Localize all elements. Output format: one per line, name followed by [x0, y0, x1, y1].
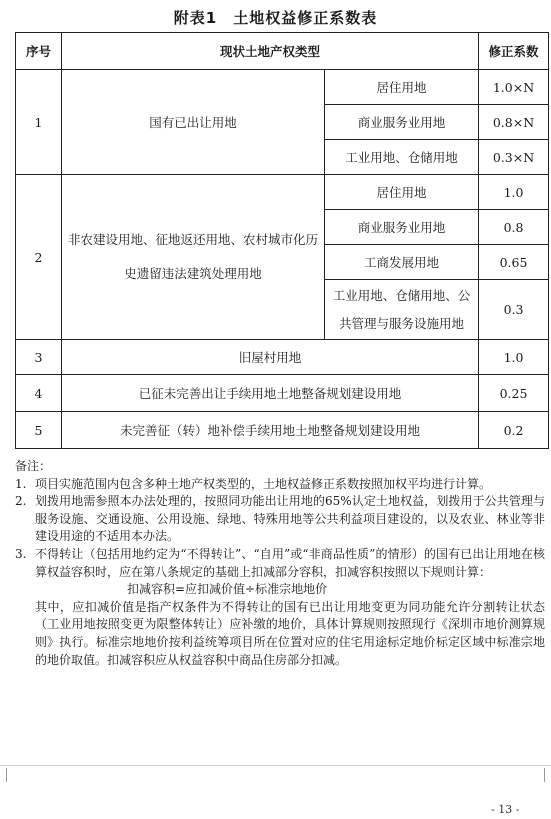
- header-no: 序号: [16, 33, 62, 70]
- row-coef: 0.65: [479, 245, 549, 280]
- note-item: [15, 493, 545, 546]
- row-coef: 0.8: [479, 210, 549, 245]
- table-row: [16, 375, 549, 412]
- row-use: 工业用地、仓储用地: [325, 140, 479, 175]
- page-number: - 13 -: [491, 803, 520, 816]
- row-desc: 未完善征（转）地补偿手续用地土地整备规划建设用地: [62, 412, 479, 449]
- crop-mark-left: [6, 768, 7, 782]
- note-explanation: 其中，应扣减价值是指产权条件为不得转让的国有已出让用地变更为同功能允许分割转让状态（工业用地按照变更为限整体转让）应补缴的地价，具体计算规则按照现行《深圳市地价测算规则》执行。标准宗地地价按利益统筹项目所在位置对应的住宅用途标定地价标定区域中标准宗地的地价取值。扣减容积应从权益容积中商品住房部分扣减。: [35, 599, 545, 667]
- note-text: 不得转让（包括用地约定为“不得转让”、“自用”或“非商品性质”的情形）的国有已出让用地在核算权益容积时，应在第八条规定的基础上扣减部分容积，扣减容积按照以下规则计算：: [35, 546, 545, 579]
- note-text: 划拨用地需参照本办法处理的，按照同功能出让用地的65%认定土地权益，划拨用于公共管理与服务设施、交通设施、公用设施、绿地、特殊用地等公共利益项目建设的，以及农业、林业等非建设用途的不适用本办法。: [35, 494, 545, 544]
- note-item: [15, 546, 545, 669]
- row-coef: 0.2: [479, 412, 549, 449]
- formula: 扣减容积=应扣减价值÷标准宗地地价: [127, 582, 328, 597]
- row-coef: 1.0: [479, 175, 549, 210]
- notes-heading: 备注：: [15, 459, 52, 473]
- table-header-row: [16, 33, 549, 70]
- header-coef: 修正系数: [479, 33, 549, 70]
- row-no: 5: [16, 412, 62, 449]
- page-footer-divider: [0, 765, 551, 766]
- note-number: 2.: [15, 494, 27, 509]
- row-desc: 非农建设用地、征地返还用地、农村城市化历史遗留违法建筑处理用地: [62, 175, 325, 340]
- notes-section: [15, 458, 545, 669]
- row-no: 1: [16, 70, 62, 175]
- row-coef: 1.0: [479, 340, 549, 375]
- note-number: 3.: [15, 546, 27, 561]
- row-coef: 1.0×N: [479, 70, 549, 105]
- row-use: 商业服务业用地: [325, 105, 479, 140]
- row-desc: 已征未完善出让手续用地土地整备规划建设用地: [62, 375, 479, 412]
- crop-mark-right: [544, 768, 545, 782]
- row-use: 商业服务业用地: [325, 210, 479, 245]
- row-no: 2: [16, 175, 62, 340]
- note-item: [15, 476, 545, 494]
- row-desc: 旧屋村用地: [62, 340, 479, 375]
- table-row: [16, 340, 549, 375]
- table-row: [16, 412, 549, 449]
- document-title: 附表1 土地权益修正系数表: [173, 9, 378, 27]
- row-no: 3: [16, 340, 62, 375]
- table-row: [16, 175, 549, 210]
- row-coef: 0.8×N: [479, 105, 549, 140]
- row-no: 4: [16, 375, 62, 412]
- row-use: 居住用地: [325, 175, 479, 210]
- land-rights-coefficient-table: [15, 32, 549, 449]
- table-row: [16, 70, 549, 105]
- note-text: 项目实施范围内包含多种土地产权类型的，土地权益修正系数按照加权平均进行计算。: [35, 476, 492, 491]
- row-coef: 0.3×N: [479, 140, 549, 175]
- row-desc: 国有已出让用地: [62, 70, 325, 175]
- note-body: [35, 546, 545, 669]
- row-use: 工业用地、仓储用地、公共管理与服务设施用地: [325, 280, 479, 340]
- header-type: 现状土地产权类型: [62, 33, 479, 70]
- row-use: 工商发展用地: [325, 245, 479, 280]
- note-number: 1.: [15, 476, 27, 491]
- row-use: 居住用地: [325, 70, 479, 105]
- row-coef: 0.3: [479, 280, 549, 340]
- row-coef: 0.25: [479, 375, 549, 412]
